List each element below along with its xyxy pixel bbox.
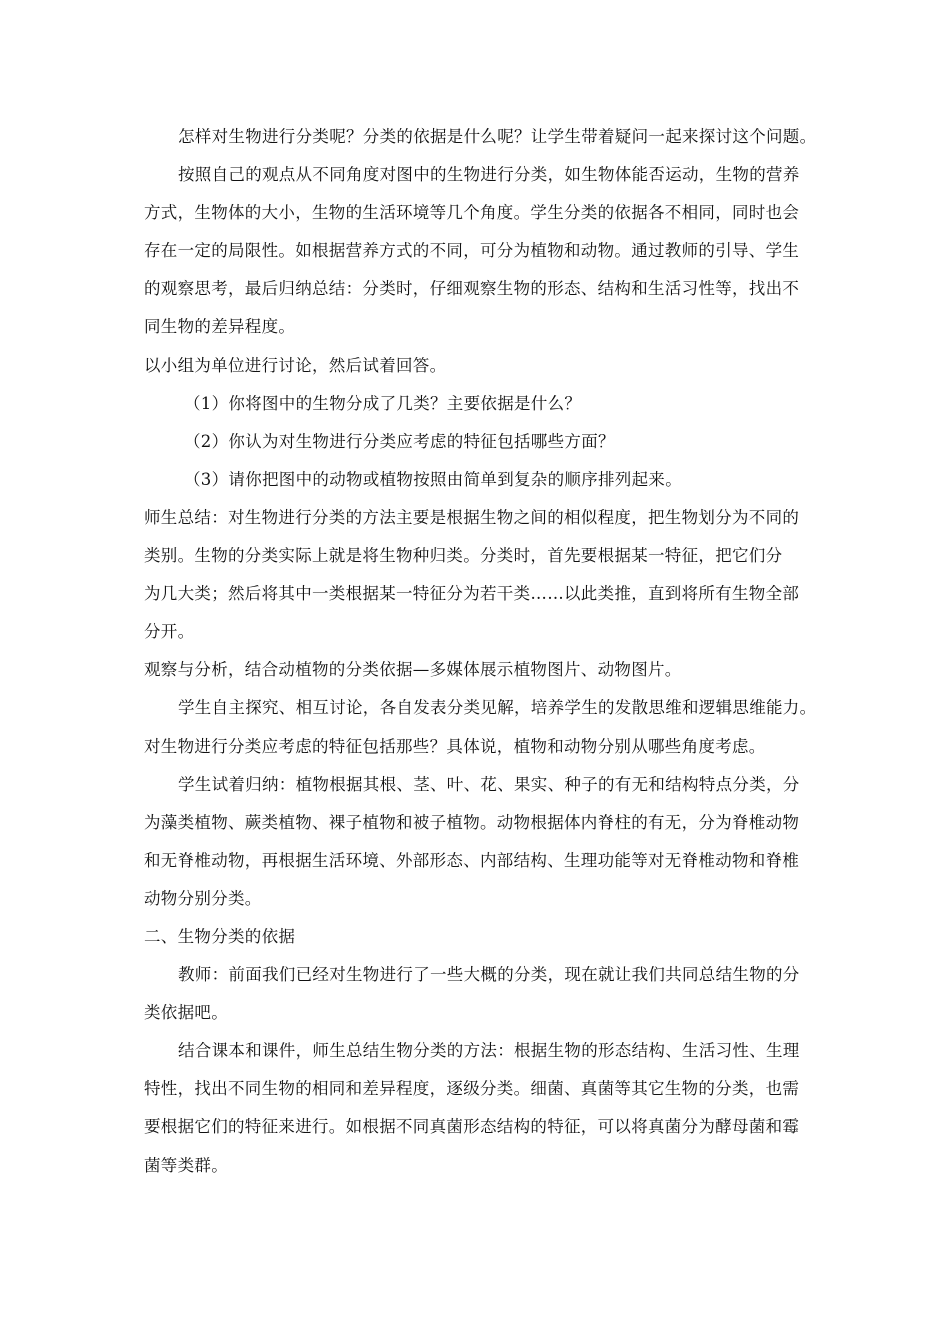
text-line: 为几大类；然后将其中一类根据某一特征分为若干类……以此类推，直到将所有生物全部 — [144, 584, 800, 604]
document-body — [144, 118, 817, 1185]
text-line: 的观察思考，最后归纳总结：分类时，仔细观察生物的形态、结构和生活习性等，找出不 — [144, 279, 800, 299]
text-line: 对生物进行分类应考虑的特征包括那些？具体说，植物和动物分别从哪些角度考虑。 — [144, 736, 766, 756]
text-line: 方式，生物体的大小，生物的生活环境等几个角度。学生分类的依据各不相同，同时也会 — [144, 203, 800, 223]
text-line: 要根据它们的特征来进行。如根据不同真菌形态结构的特征，可以将真菌分为酵母菌和霉 — [144, 1117, 800, 1137]
question-line: （3）请你把图中的动物或植物按照由简单到复杂的顺序排列起来。 — [184, 469, 682, 489]
text-line: 师生总结：对生物进行分类的方法主要是根据生物之间的相似程度，把生物划分为不同的 — [144, 507, 800, 527]
question-line: （1）你将图中的生物分成了几类？主要依据是什么？ — [184, 393, 582, 413]
text-line: 菌等类群。 — [144, 1155, 228, 1175]
text-line: 为藻类植物、蕨类植物、裸子植物和被子植物。动物根据体内脊柱的有无，分为脊椎动物 — [144, 812, 800, 832]
text-line: 学生自主探究、相互讨论，各自发表分类见解，培养学生的发散思维和逻辑思维能力。 — [178, 698, 817, 718]
text-line: 同生物的差异程度。 — [144, 317, 296, 337]
text-line: 学生试着归纳：植物根据其根、茎、叶、花、果实、种子的有无和结构特点分类，分 — [178, 774, 800, 794]
text-line: 特性，找出不同生物的相同和差异程度，逐级分类。细菌、真菌等其它生物的分类，也需 — [144, 1079, 800, 1099]
text-line: 和无脊椎动物，再根据生活环境、外部形态、内部结构、生理功能等对无脊椎动物和脊椎 — [144, 850, 800, 870]
text-line: 存在一定的局限性。如根据营养方式的不同，可分为植物和动物。通过教师的引导、学生 — [144, 241, 800, 261]
section-heading: 二、生物分类的依据 — [144, 926, 296, 946]
question-line: （2）你认为对生物进行分类应考虑的特征包括哪些方面？ — [184, 431, 615, 451]
text-line: 类别。生物的分类实际上就是将生物种归类。分类时，首先要根据某一特征，把它们分 — [144, 546, 783, 566]
text-line: 教师：前面我们已经对生物进行了一些大概的分类，现在就让我们共同总结生物的分 — [178, 965, 800, 985]
text-line: 结合课本和课件，师生总结生物分类的方法：根据生物的形态结构、生活习性、生理 — [178, 1041, 800, 1061]
text-line: 以小组为单位进行讨论，然后试着回答。 — [144, 355, 447, 375]
text-line: 按照自己的观点从不同角度对图中的生物进行分类，如生物体能否运动，生物的营养 — [178, 165, 800, 185]
text-line: 怎样对生物进行分类呢？分类的依据是什么呢？让学生带着疑问一起来探讨这个问题。 — [178, 127, 817, 146]
text-line: 动物分别分类。 — [144, 888, 262, 908]
text-line: 类依据吧。 — [144, 1003, 228, 1023]
text-line: 观察与分析，结合动植物的分类依据—多媒体展示植物图片、动物图片。 — [144, 660, 682, 680]
text-line: 分开。 — [144, 622, 195, 642]
